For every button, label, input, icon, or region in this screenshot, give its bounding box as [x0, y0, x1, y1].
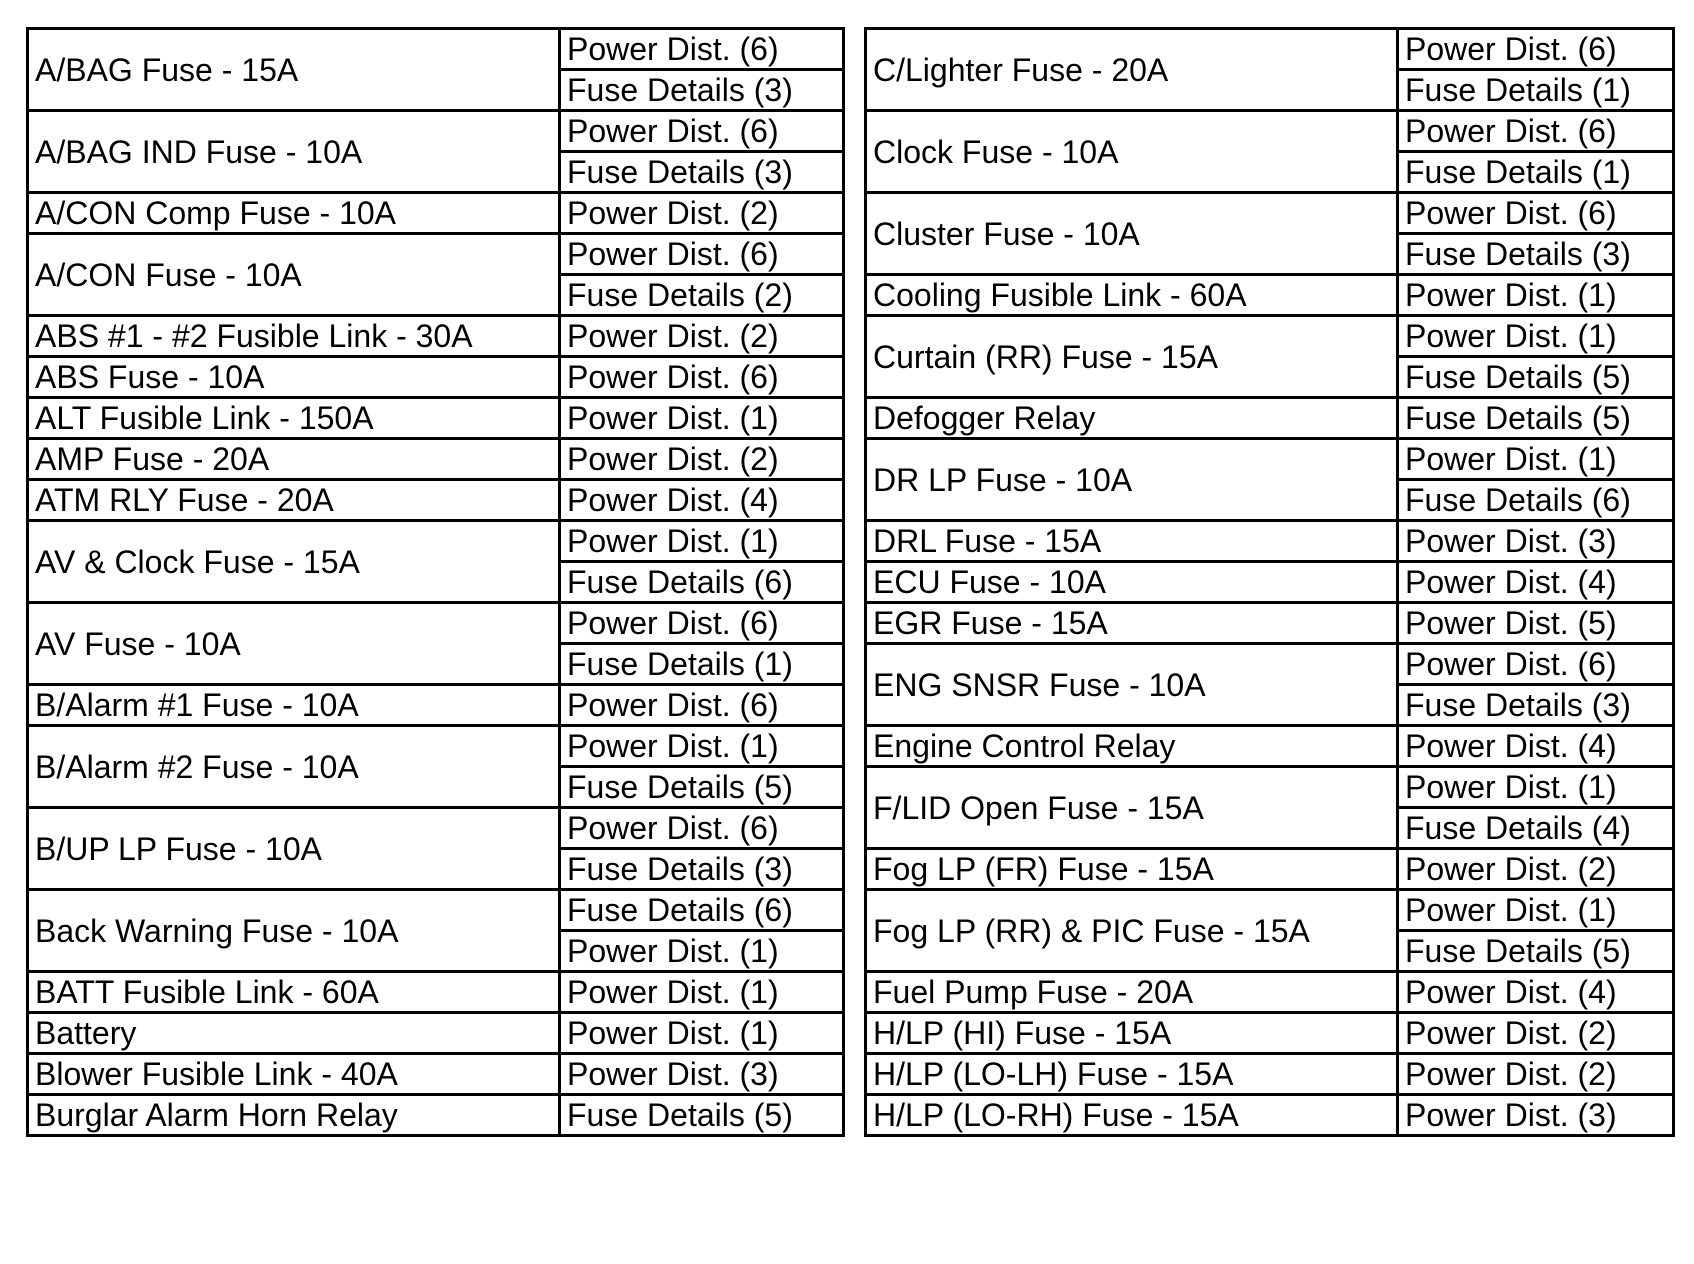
reference-cell: Power Dist. (4) [1398, 562, 1674, 603]
reference-cell: Fuse Details (3) [1398, 685, 1674, 726]
reference-cell: Power Dist. (6) [560, 808, 844, 849]
table-row [28, 398, 844, 439]
table-row [866, 890, 1674, 931]
reference-cell: Fuse Details (6) [560, 562, 844, 603]
component-name-cell: B/Alarm #1 Fuse - 10A [28, 685, 560, 726]
component-name-cell: AMP Fuse - 20A [28, 439, 560, 480]
reference-cell: Fuse Details (2) [560, 275, 844, 316]
table-row [28, 111, 844, 152]
component-name-cell: BATT Fusible Link - 60A [28, 972, 560, 1013]
component-name-cell: AV & Clock Fuse - 15A [28, 521, 560, 603]
reference-cell: Power Dist. (1) [560, 398, 844, 439]
component-name-cell: F/LID Open Fuse - 15A [866, 767, 1398, 849]
reference-cell: Power Dist. (1) [1398, 275, 1674, 316]
component-name-cell: A/BAG Fuse - 15A [28, 29, 560, 111]
reference-cell: Fuse Details (4) [1398, 808, 1674, 849]
table-row [866, 644, 1674, 685]
table-row [866, 316, 1674, 357]
fuse-index-table-left [26, 27, 845, 1137]
component-name-cell: Back Warning Fuse - 10A [28, 890, 560, 972]
component-name-cell: Fuel Pump Fuse - 20A [866, 972, 1398, 1013]
reference-cell: Power Dist. (6) [560, 111, 844, 152]
reference-cell: Fuse Details (3) [560, 70, 844, 111]
reference-cell: Fuse Details (3) [560, 152, 844, 193]
component-name-cell: Engine Control Relay [866, 726, 1398, 767]
component-name-cell: ALT Fusible Link - 150A [28, 398, 560, 439]
component-name-cell: Defogger Relay [866, 398, 1398, 439]
component-name-cell: ABS #1 - #2 Fusible Link - 30A [28, 316, 560, 357]
reference-cell: Fuse Details (6) [560, 890, 844, 931]
reference-cell: Fuse Details (5) [1398, 931, 1674, 972]
reference-cell: Power Dist. (1) [1398, 890, 1674, 931]
component-name-cell: EGR Fuse - 15A [866, 603, 1398, 644]
table-row [28, 890, 844, 931]
fuse-index-table-left-body [28, 29, 844, 1136]
reference-cell: Power Dist. (6) [560, 234, 844, 275]
reference-cell: Power Dist. (6) [560, 29, 844, 70]
component-name-cell: Clock Fuse - 10A [866, 111, 1398, 193]
reference-cell: Power Dist. (2) [1398, 1054, 1674, 1095]
reference-cell: Power Dist. (5) [1398, 603, 1674, 644]
reference-cell: Power Dist. (2) [1398, 849, 1674, 890]
table-row [866, 398, 1674, 439]
table-row [28, 1095, 844, 1136]
table-row [866, 1013, 1674, 1054]
reference-cell: Power Dist. (6) [1398, 644, 1674, 685]
table-row [28, 234, 844, 275]
table-row [28, 972, 844, 1013]
table-row [866, 111, 1674, 152]
reference-cell: Fuse Details (6) [1398, 480, 1674, 521]
table-row [28, 1054, 844, 1095]
reference-cell: Power Dist. (6) [560, 603, 844, 644]
table-row [28, 357, 844, 398]
reference-cell: Power Dist. (1) [560, 972, 844, 1013]
reference-cell: Power Dist. (2) [560, 316, 844, 357]
table-row [866, 29, 1674, 70]
reference-cell: Power Dist. (1) [560, 1013, 844, 1054]
component-name-cell: B/Alarm #2 Fuse - 10A [28, 726, 560, 808]
reference-cell: Fuse Details (5) [560, 1095, 844, 1136]
component-name-cell: ABS Fuse - 10A [28, 357, 560, 398]
reference-cell: Power Dist. (2) [560, 439, 844, 480]
reference-cell: Fuse Details (1) [560, 644, 844, 685]
component-name-cell: A/CON Fuse - 10A [28, 234, 560, 316]
component-name-cell: Fog LP (FR) Fuse - 15A [866, 849, 1398, 890]
table-row [866, 1054, 1674, 1095]
reference-cell: Power Dist. (4) [560, 480, 844, 521]
reference-cell: Power Dist. (1) [560, 931, 844, 972]
reference-cell: Power Dist. (2) [1398, 1013, 1674, 1054]
reference-cell: Power Dist. (4) [1398, 972, 1674, 1013]
component-name-cell: A/BAG IND Fuse - 10A [28, 111, 560, 193]
component-name-cell: A/CON Comp Fuse - 10A [28, 193, 560, 234]
reference-cell: Power Dist. (3) [1398, 1095, 1674, 1136]
table-row [866, 767, 1674, 808]
reference-cell: Power Dist. (1) [560, 521, 844, 562]
fuse-index-table-right-body [866, 29, 1674, 1136]
table-row [28, 726, 844, 767]
component-name-cell: C/Lighter Fuse - 20A [866, 29, 1398, 111]
table-row [866, 849, 1674, 890]
reference-cell: Power Dist. (3) [560, 1054, 844, 1095]
table-row [866, 275, 1674, 316]
table-row [28, 685, 844, 726]
component-name-cell: Cooling Fusible Link - 60A [866, 275, 1398, 316]
component-name-cell: B/UP LP Fuse - 10A [28, 808, 560, 890]
table-row [866, 1095, 1674, 1136]
reference-cell: Fuse Details (3) [560, 849, 844, 890]
component-name-cell: DR LP Fuse - 10A [866, 439, 1398, 521]
reference-cell: Power Dist. (6) [1398, 29, 1674, 70]
reference-cell: Fuse Details (1) [1398, 152, 1674, 193]
component-name-cell: Blower Fusible Link - 40A [28, 1054, 560, 1095]
table-row [28, 193, 844, 234]
reference-cell: Fuse Details (3) [1398, 234, 1674, 275]
reference-cell: Fuse Details (5) [1398, 398, 1674, 439]
table-row [866, 562, 1674, 603]
reference-cell: Power Dist. (1) [1398, 316, 1674, 357]
component-name-cell: Fog LP (RR) & PIC Fuse - 15A [866, 890, 1398, 972]
table-row [866, 972, 1674, 1013]
reference-cell: Power Dist. (6) [1398, 111, 1674, 152]
table-row [28, 808, 844, 849]
table-row [866, 193, 1674, 234]
component-name-cell: Cluster Fuse - 10A [866, 193, 1398, 275]
component-name-cell: H/LP (LO-RH) Fuse - 15A [866, 1095, 1398, 1136]
reference-cell: Power Dist. (1) [1398, 767, 1674, 808]
table-row [866, 726, 1674, 767]
table-row [28, 439, 844, 480]
reference-cell: Fuse Details (5) [560, 767, 844, 808]
table-row [28, 480, 844, 521]
reference-cell: Fuse Details (1) [1398, 70, 1674, 111]
table-row [28, 521, 844, 562]
table-row [866, 439, 1674, 480]
table-row [866, 521, 1674, 562]
reference-cell: Power Dist. (6) [1398, 193, 1674, 234]
table-row [28, 1013, 844, 1054]
component-name-cell: DRL Fuse - 15A [866, 521, 1398, 562]
reference-cell: Power Dist. (2) [560, 193, 844, 234]
component-name-cell: ECU Fuse - 10A [866, 562, 1398, 603]
component-name-cell: AV Fuse - 10A [28, 603, 560, 685]
reference-cell: Fuse Details (5) [1398, 357, 1674, 398]
reference-cell: Power Dist. (4) [1398, 726, 1674, 767]
component-name-cell: ATM RLY Fuse - 20A [28, 480, 560, 521]
table-row [28, 603, 844, 644]
component-name-cell: H/LP (HI) Fuse - 15A [866, 1013, 1398, 1054]
fuse-index-table-right [864, 27, 1675, 1137]
reference-cell: Power Dist. (1) [1398, 439, 1674, 480]
component-name-cell: Battery [28, 1013, 560, 1054]
table-row [28, 316, 844, 357]
component-name-cell: H/LP (LO-LH) Fuse - 15A [866, 1054, 1398, 1095]
table-row [866, 603, 1674, 644]
reference-cell: Power Dist. (1) [560, 726, 844, 767]
table-row [28, 29, 844, 70]
component-name-cell: Curtain (RR) Fuse - 15A [866, 316, 1398, 398]
component-name-cell: Burglar Alarm Horn Relay [28, 1095, 560, 1136]
reference-cell: Power Dist. (6) [560, 357, 844, 398]
reference-cell: Power Dist. (3) [1398, 521, 1674, 562]
reference-cell: Power Dist. (6) [560, 685, 844, 726]
component-name-cell: ENG SNSR Fuse - 10A [866, 644, 1398, 726]
